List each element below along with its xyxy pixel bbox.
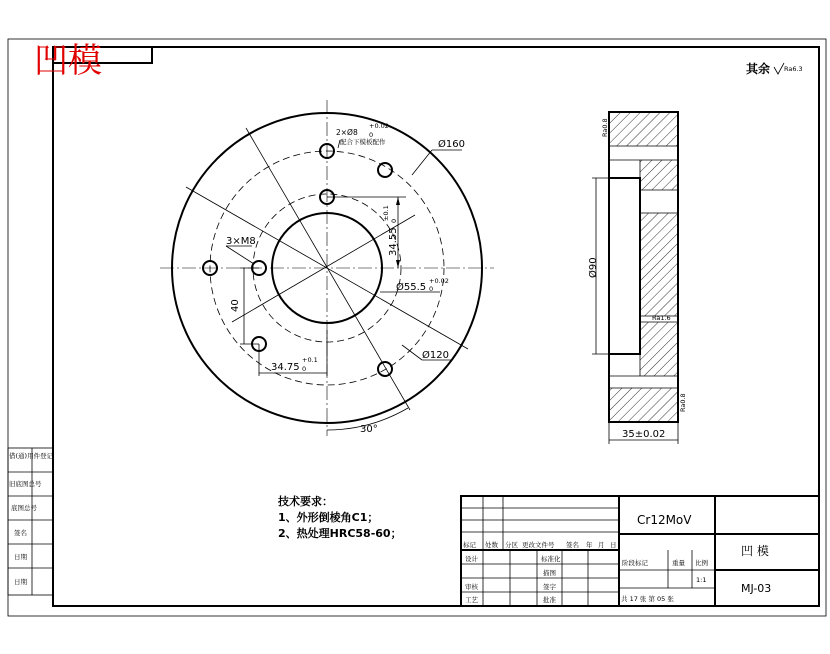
left-strip-label-5: 日期 <box>14 578 27 586</box>
sheet-outer-border <box>8 39 826 616</box>
mid-label-3: 批准 <box>543 596 556 604</box>
pin-hole-2 <box>378 362 392 376</box>
section-bore <box>609 178 640 354</box>
tech-req-heading: 技术要求： <box>278 495 333 508</box>
dim-h-offset-tol-low: 0 <box>302 365 307 373</box>
mid-label-0: 标准化 <box>541 555 561 563</box>
dim-pin-note: 配合下模板配作 <box>340 138 386 146</box>
rough-mid: Ra1.6 <box>652 314 671 322</box>
rough-top: Ra0.8 <box>601 118 609 137</box>
rev-header-1: 处数 <box>485 541 498 549</box>
stage-header-1: 重量 <box>672 559 685 567</box>
scale-value: 1:1 <box>696 576 707 584</box>
stage-header-0: 阶段标记 <box>622 559 648 567</box>
dim-bore-tol: +0.02 <box>429 277 449 285</box>
dim-thickness: 35±0.02 <box>622 429 666 440</box>
rev-header-2: 分区 <box>505 541 518 549</box>
mid-label-1: 描图 <box>543 569 556 577</box>
rev-header-3: 更改文件号 <box>522 541 555 549</box>
roughness-symbol-icon <box>774 63 784 74</box>
row-label-design: 设计 <box>465 555 478 563</box>
dim-v-offset-tol-low: 0 <box>390 218 398 223</box>
left-strip-label-1: 旧底图总号 <box>9 480 42 488</box>
dim-mid-dia: Ø120 <box>422 350 449 361</box>
title-block <box>461 496 819 606</box>
dim-thread-holes: 3×M8 <box>226 236 256 247</box>
roughness-note-value: Ra6.3 <box>784 65 803 73</box>
tech-req-item-0: 1、外形倒棱角C1； <box>278 511 379 524</box>
dim-h-offset-tol: +0.1 <box>302 356 318 364</box>
dim-bore-tol-low: 0 <box>429 285 434 293</box>
side-view <box>587 112 687 444</box>
drawing-frame <box>53 47 819 606</box>
left-strip-label-0: 借(通)用件登记 <box>9 452 54 460</box>
left-strip <box>8 448 54 595</box>
dim-pin-holes: 2×Ø8 <box>336 128 358 137</box>
dim-pin-tol: +0.02 <box>369 122 389 130</box>
roughness-note <box>746 61 803 76</box>
row-label-process: 工艺 <box>465 596 478 604</box>
rev-header-0: 标记 <box>463 541 476 549</box>
tech-req-item-1: 2、热处理HRC58-60； <box>278 527 402 540</box>
mid-label-2: 签字 <box>543 583 556 591</box>
title-stamp: 凹模 <box>34 41 102 81</box>
rev-header-7: 日 <box>610 541 617 549</box>
material: Cr12MoV <box>637 513 692 527</box>
dim-v-offset: 34.55 <box>388 227 399 256</box>
dim-pin-tol-low: 0 <box>369 131 374 139</box>
dim-h-offset: 34.75 <box>271 362 300 373</box>
part-name: 凹 模 <box>741 544 769 558</box>
row-label-review: 审核 <box>465 583 478 591</box>
dim-v-offset-tol: ±0.1 <box>382 205 390 221</box>
rev-header-5: 年 <box>586 541 593 549</box>
sheet-info: 共 17 张 第 05 张 <box>621 595 674 603</box>
dim-v-spacing: 40 <box>230 299 241 312</box>
rev-header-4: 签名 <box>566 541 579 549</box>
roughness-note-prefix: 其余 <box>746 62 771 76</box>
tech-requirements <box>277 494 402 540</box>
rev-header-6: 月 <box>598 541 605 549</box>
left-strip-label-3: 签名 <box>14 529 27 537</box>
dim-angle: 30° <box>360 424 378 435</box>
left-strip-label-4: 日期 <box>14 553 27 561</box>
dim-outer-dia: Ø160 <box>438 139 465 150</box>
dim-bore-dia: Ø55.5 <box>396 282 427 293</box>
drawing-no: MJ-03 <box>741 582 772 595</box>
stage-header-2: 比例 <box>695 559 708 567</box>
left-strip-label-2: 底图总号 <box>11 504 37 512</box>
rough-bot: Ra0.8 <box>679 393 687 412</box>
dim-inner-dia: Ø90 <box>588 257 599 278</box>
outer-hole-top <box>378 163 392 177</box>
front-view <box>160 100 494 436</box>
